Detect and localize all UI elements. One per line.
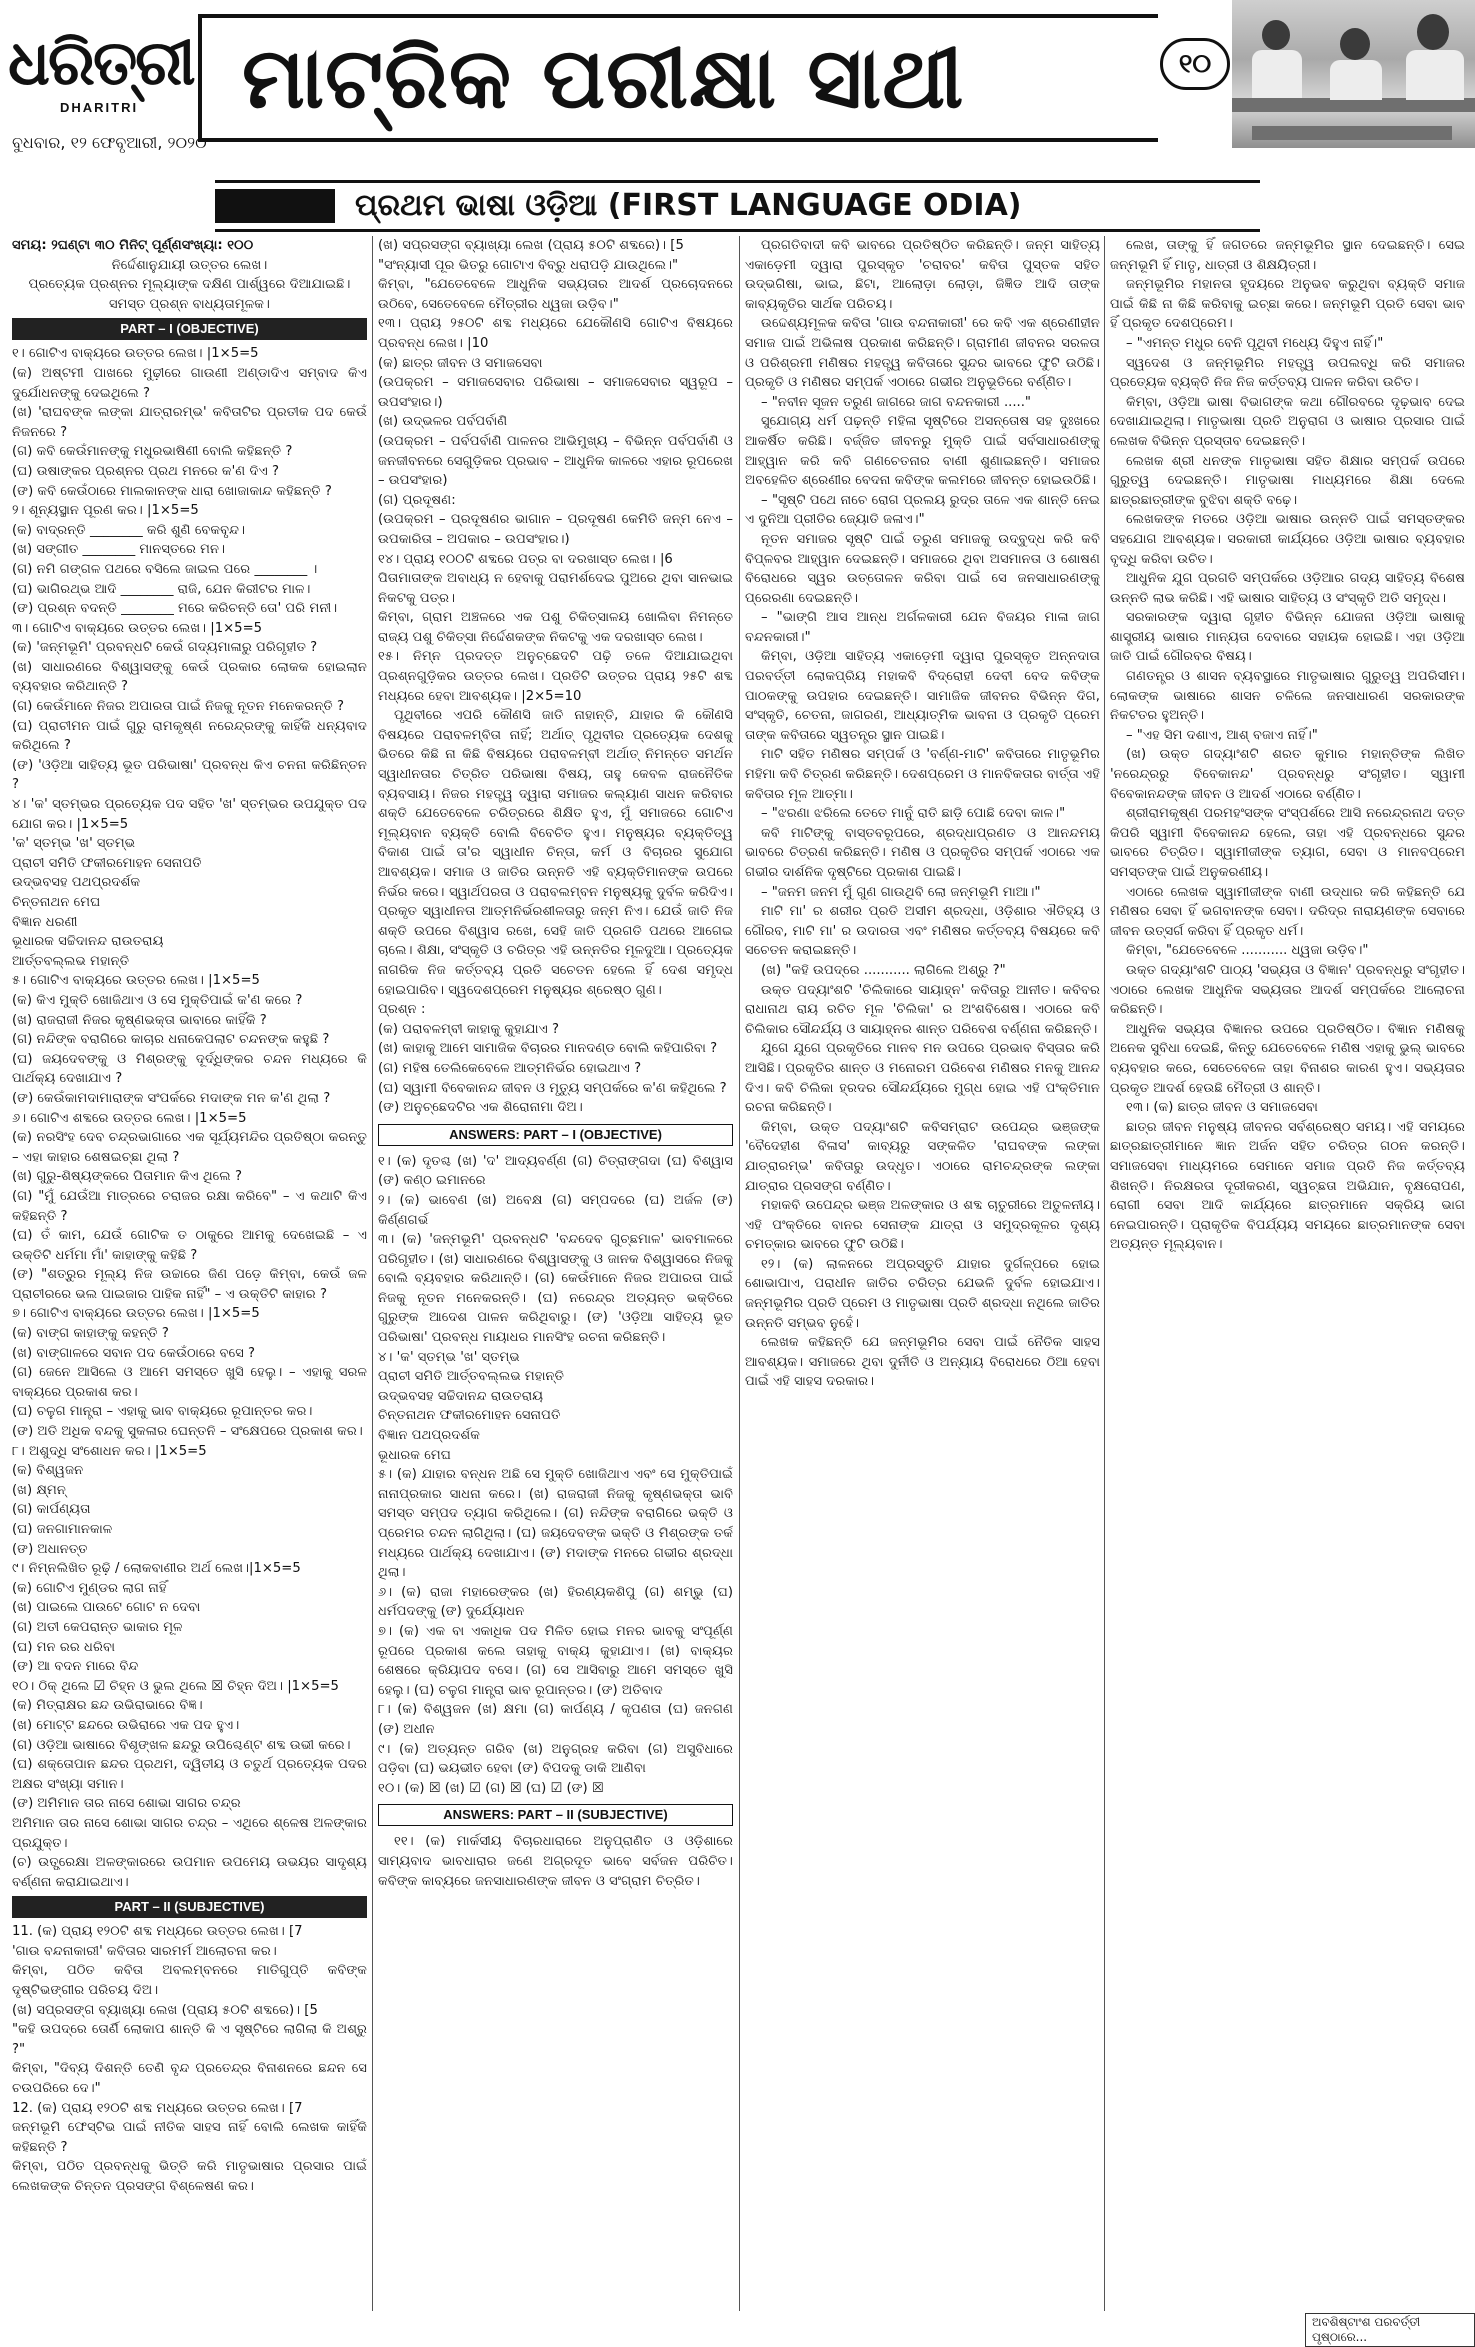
question-line: (ଖ) ସପ୍ରସଙ୍ଗ ବ୍ୟାଖ୍ୟା ଲେଖ (ପ୍ରାୟ ୫୦ଟି ଶବ୍ଦରେ)। [5: [378, 238, 684, 253]
passage-question: (କ) ପରାବଳମ୍ବୀ କାହାକୁ କୁହାଯାଏ ?: [378, 1021, 559, 1037]
subjective-questions: [12, 1922, 367, 2196]
column-divider: [1104, 236, 1105, 2311]
masthead: [0, 0, 1475, 165]
column-2: [378, 236, 733, 2311]
answer-line: ପ୍ରାଚୀ ସମିତି ଆର୍ତ୍ତବଲ୍ଲଭ ମହାନ୍ତି: [378, 1369, 564, 1385]
question-line: (ଖ) କ୍ଷ୍ମନ୍: [12, 1482, 66, 1498]
question-line: ୨। ଶୂନ୍ୟସ୍ଥାନ ପୂରଣ କର। |1×5=5: [12, 503, 199, 519]
answer-paragraph: (ଖ) "କହି ଉପଦ୍ରେ ........... ଲାଗିଲେ ଅଶ୍ରୁ ?": [761, 962, 1006, 978]
passage-question: (ଙ) ଅନୁଚ୍ଛେଦଟିର ଏକ ଶିରୋନାମା ଦିଅ।: [378, 1100, 583, 1116]
question-line: (ଗ) କବି କେଉଁମାନଙ୍କୁ ମଧୁରଭାଷିଣୀ ବୋଲି କହିଛନ୍ତି ?: [12, 444, 293, 460]
question-line: (କ) ଗୋଟିଏ ମୁଣ୍ଡର ଲାଗ ନାହିଁ: [12, 1580, 167, 1596]
question-line: କିମ୍ବା, ଗ୍ରାମ ଅଞ୍ଚଳରେ ଏକ ପଶୁ ଚିକିତ୍ସାଳୟ ଖୋଲିବା ନିମନ୍ତେ ରାଜ୍ୟ ପଶୁ ଚିକିତ୍ସା ନିର୍ଦ୍ଦେଶକଙ୍କ ନିକଟକୁ ଏକ ଦରଖାସ୍ତ ଲେଖ।: [378, 610, 733, 645]
answer-paragraph: ଗଣତନ୍ତ୍ର ଓ ଶାସନ ବ୍ୟବସ୍ଥାରେ ମାତୃଭାଷାର ଗୁରୁତ୍ୱ ଅପରିସୀମ। ଲୋକଙ୍କ ଭାଷାରେ ଶାସନ ଚଳିଲେ ଜନସାଧାରଣ ସରକାରଙ୍କ ନିକଟତର ହୁଅନ୍ତି।: [1110, 669, 1465, 724]
answer-line: ଭୂଧାରକ ମେଘ: [378, 1447, 451, 1463]
question-line: (ଉପକ୍ରମ – ପର୍ବପର୍ବାଣି ପାଳନର ଆଭିମୁଖ୍ୟ – ବିଭିନ୍ନ ପର୍ବପର୍ବାଣି ଓ ଜନଜୀବନରେ ସେଗୁଡ଼ିକର ପ୍ରଭାବ – ଆଧୁନିକ କାଳରେ ଏହାର ରୂପରେଖ – ଉପସଂହାର): [378, 433, 733, 489]
answer-paragraph: ଛାତ୍ର ଜୀବନ ମନୁଷ୍ୟ ଜୀବନର ସର୍ବଶ୍ରେଷ୍ଠ ସମୟ। ଏହି ସମୟରେ ଛାତ୍ରଛାତ୍ରୀମାନେ ଜ୍ଞାନ ଅର୍ଜନ ସହିତ ଚରିତ୍ର ଗଠନ କରନ୍ତି। ସମାଜସେବା ମାଧ୍ୟମରେ ସେମାନେ ସମାଜ ପ୍ରତି ନିଜ କର୍ତ୍ତବ୍ୟ ଶିଖନ୍ତି। ନିରକ୍ଷରତା ଦୂରୀକରଣ, ସ୍ୱଚ୍ଛତା ଅଭିଯାନ, ବୃକ୍ଷରୋପଣ, ରୋଗୀ ସେବା ଆଦି କାର୍ଯ୍ୟରେ ଛାତ୍ରମାନେ ସକ୍ରିୟ ଭାଗ ନେଇପାରନ୍ତି। ପ୍ରାକୃତିକ ବିପର୍ଯ୍ୟୟ ସମୟରେ ଛାତ୍ରମାନଙ୍କ ସେବା ଅତ୍ୟନ୍ତ ମୂଲ୍ୟବାନ।: [1110, 1119, 1465, 1253]
question-line: "କହି ଉପଦ୍ରେ ତୋର୍ଣି ଲୋକାପ ଶାନ୍ତି କି ଏ ସୃଷ୍ଟିରେ ଲାଗିଲା କି ଅଶ୍ରୁ ?": [12, 2022, 367, 2057]
question-line: ଉଦ୍ଭବସହ ପଥପ୍ରଦର୍ଶକ: [12, 875, 141, 891]
question-line: ୧୫। ନିମ୍ନ ପ୍ରଦତ୍ତ ଅନୁଚ୍ଛେଦଟି ପଢ଼ି ତଳେ ଦିଆଯାଇଥିବା ପ୍ରଶ୍ନଗୁଡ଼ିକର ଉତ୍ତର ଲେଖ। ପ୍ରତିଟି ଉତ୍ତର ପ୍ରାୟ ୨୫ଟି ଶବ୍ଦ ମଧ୍ୟରେ ହେବା ଆବଶ୍ୟକ। |2×5=10: [378, 649, 733, 704]
question-line: (କ) ମିତ୍ରାକ୍ଷର ଛନ୍ଦ ଉଭିରାଭାରେ ବିଜ୍ଞ।: [12, 1698, 203, 1714]
question-line: (ଖ) ବାଙ୍ଗାଳରେ ସବାନ ପଦ କେଉଁଠାରେ ବସେ ?: [12, 1345, 256, 1361]
answer-paragraph: – "ଭାଙ୍ଗି ଆସ ଆନ୍ଧ ଅର୍ଗଳକାରୀ ଯେନ ବିଜୟର ମାଳା ଜାଗ ବନ୍ଦନକାରୀ।": [745, 610, 1100, 645]
answer-paragraph: କିମ୍ବା, ଓଡ଼ିଆ ଭାଷା ବିଭାଗଙ୍କ କଥା ଗୌରବରେ ଦୃଢ଼ଭାବ ଦେଇ ଦେଖାଯାଇଥିଲା। ମାତୃଭାଷା ପ୍ରତି ଅନୁରାଗ ଓ ଭାଷାର ପ୍ରସାର ପାଇଁ ଲେଖକ ବିଭିନ୍ନ ପ୍ରସ୍ତାବ ଦେଇଛନ୍ତି।: [1110, 394, 1465, 449]
answer-line: ୪। 'କ' ସ୍ତମ୍ଭ 'ଖ' ସ୍ତମ୍ଭ: [378, 1349, 520, 1365]
answer-paragraph: ଲେଖକଙ୍କ ମତରେ ଓଡ଼ିଆ ଭାଷାର ଉନ୍ନତି ପାଇଁ ସମସ୍ତଙ୍କର ସହଯୋଗ ଆବଶ୍ୟକ। ସରକାରୀ କାର୍ଯ୍ୟରେ ଓଡ଼ିଆ ଭାଷାର ବ୍ୟବହାର ବୃଦ୍ଧି କରିବା ଉଚିତ।: [1110, 512, 1465, 567]
question-line: (ଘ) ତଁ କାମ, ଯେଉଁ ଗୋଟିକ ତ ଠାକୁରେ ଆମକୁ ଦେଖେଇଛି – ଏ ଉକ୍ତିଟି ଧର୍ମମା ମାଁ' କାହାଙ୍କୁ କହିଛି ?: [12, 1228, 367, 1263]
answer-line: ୧୧। (କ) ମାର୍କସୀୟ ବିଚାରଧାରାରେ ଅନୁପ୍ରାଣିତ ଓ ଓଡ଼ିଶାରେ ସାମ୍ୟବାଦ ଭାବଧାରାର ଜଣେ ଅଗ୍ରଦୂତ ଭାବେ ସର୍ବଜନ ପରିଚିତ। କବିଙ୍କ କାବ୍ୟରେ ଜନସାଧାରଣଙ୍କ ଜୀବନ ଓ ସଂଗ୍ରାମ ଚିତ୍ରିତ।: [378, 1834, 733, 1889]
question-line: ଅମିମାନ ତାର ନାସେ ଶୋଭା ସାଗର ଚନ୍ଦ୍ର – ଏଥିରେ ଶ୍ଳେଷ ଅଳଙ୍କାର ପ୍ରଯୁକ୍ତ।: [12, 1815, 367, 1851]
answer-paragraph: – "ସୃଷ୍ଟି ପଥେ ନାଚେ ରୋଗ ପ୍ରଲୟ ରୁଦ୍ର ତାଳେ ଏକ ଶାନ୍ତି ନେଇ ଏ ଦୁନିଆ ପ୍ରୀତିର ଜ୍ୟୋତି ଜଳାଏ।": [745, 492, 1100, 528]
question-line: (ଗ) ନମି ଗଙ୍ଗଳ ପଥରେ ବସିଲେ ଜାଇଲ ପରେ ________ ।: [12, 561, 318, 577]
answer-line: ଉଦ୍ଭବସହ ସଚ୍ଚିଦାନନ୍ଦ ରାଉତରାୟ: [378, 1388, 544, 1404]
question-line: (ଖ) ଗୁରୁ-ଶିଷ୍ୟଙ୍କରେ ପିତାମାନ କିଏ ଥିଲେ ?: [12, 1169, 242, 1185]
answer-paragraph: ଉକ୍ତ ପଦ୍ୟାଂଶଟି 'ଚିଲିକାରେ ସାୟାହ୍ନ' କବିତାରୁ ଆନୀତ। କବିବର ରାଧାନାଥ ରାୟ ରଚିତ ମୂଳ 'ଚିଲିକା' ର ଅଂଶବିଶେଷ। ଏଠାରେ କବି ଚିଲିକାର ସୌନ୍ଦର୍ଯ୍ୟ ଓ ସାୟାହ୍ନର ଶାନ୍ତ ପରିବେଶ ବର୍ଣ୍ଣନା କରିଛନ୍ତି।: [745, 982, 1100, 1037]
answer-paragraph: ମହାକବି ଉପେନ୍ଦ୍ର ଭଞ୍ଜ ଅଳଙ୍କାର ଓ ଶବ୍ଦ ଚାତୁରୀରେ ଅତୁଳନୀୟ। ଏହି ପଂକ୍ତିରେ ବାନର ସେନାଙ୍କ ଯାତ୍ରା ଓ ସମୁଦ୍ରକୂଳର ଦୃଶ୍ୟ ଚମତ୍କାର ଭାବରେ ଫୁଟି ଉଠିଛି।: [745, 1198, 1100, 1253]
question-line: (ଙ) ପ୍ରଶ୍ନ ବଦନ୍ତି ________ ମରେ କରିଚନ୍ତି ତୋ' ପରି ମନୀ।: [12, 601, 338, 617]
answer-paragraph: କିମ୍ବା, ଉକ୍ତ ପଦ୍ୟାଂଶଟି କବିସମ୍ରାଟ ଉପେନ୍ଦ୍ର ଭଞ୍ଜଙ୍କ 'ବୈଦେହୀଶ ବିଳାସ' କାବ୍ୟରୁ ସଙ୍କଳିତ 'ରାଘବଙ୍କ ଲଙ୍କା ଯାତ୍ରାରମ୍ଭ' କବିତାରୁ ଉଦ୍ଧୃତ। ଏଠାରେ ରାମଚନ୍ଦ୍ରଙ୍କ ଲଙ୍କା ଯାତ୍ରାର ପ୍ରସଙ୍ଗ ବର୍ଣ୍ଣିତ।: [745, 1119, 1100, 1194]
subject-title: ପ୍ରଥମ ଭାଷା ଓଡ଼ିଆ (FIRST LANGUAGE ODIA): [355, 188, 1022, 223]
passage-questions: [378, 1000, 733, 1118]
answer-paragraph: ଲେଖ, ତାଙ୍କୁ ହିଁ ଜଗତରେ ଜନ୍ମଭୂମିର ସ୍ଥାନ ଦେଇଛନ୍ତି। ସେଇ ଜନ୍ମଭୂମି ହିଁ ମାତୃ, ଧାତ୍ରୀ ଓ ଶିକ୍ଷୟିତ୍ରୀ।: [1110, 238, 1465, 273]
answer-paragraph: ୧୩। (କ) ଛାତ୍ର ଜୀବନ ଓ ସମାଜସେବା: [1126, 1100, 1318, 1116]
question-line: (କ) ଅଷ୍ଟମୀ ପାଖରେ ମୁଢ଼ୀରେ ଗାଉଣୀ ଅଣ୍ଡାଦିଏ ସମ୍ବାଦ କିଏ ଦୁର୍ଯୋଧନଙ୍କୁ ଦେଇଥିଲେ ?: [12, 365, 367, 401]
question-line: ୧୦। ଠିକ୍ ଥିଲେ ☑ ଚିହ୍ନ ଓ ଭୁଲ ଥିଲେ ☒ ଚିହ୍ନ ଦିଅ। |1×5=5: [12, 1678, 339, 1694]
answer-text-col3: [745, 236, 1100, 1392]
passage-question: (ଗ) ମହିଷ ତେଲିକେବେଳେ ଆତ୍ମନିର୍ଭର ହୋଇଥାଏ ?: [378, 1060, 642, 1076]
question-line: (ଙ) ଅମିମାନ ତାର ନାସେ ଶୋଭା ସାଗର ଚନ୍ଦ୍ର: [12, 1796, 241, 1812]
question-line: (କ) ବାଦ୍ରନ୍ତି ________ କରି ଶୁଣି ବେକବୃନ୍ଦ।: [12, 522, 246, 538]
column-3: [745, 236, 1100, 2311]
question-line: ୭। ଗୋଟିଏ ବାକ୍ୟରେ ଉତ୍ତର ଲେଖ। |1×5=5: [12, 1306, 260, 1322]
question-line: (ଙ) "ଶତ୍ରୁର ମୂଲ୍ୟ ନିଜ ଉଚ୍ଚାରେ ଜିଣ ପଡ଼େ କିମ୍ବା, କେଉଁ ଜଳ ପ୍ରାଚୀରରେ ଭଲ ପାଇଜାର ପାହିକ ନାହିଁ" – ଏ ଉକ୍ତିଟି କାହାର ?: [12, 1267, 367, 1302]
objective-questions: [12, 344, 367, 1892]
answers-part2: [378, 1832, 733, 1891]
answer-paragraph: ଲେଖକ କହିଛନ୍ତି ଯେ ଜନ୍ମଭୂମିର ସେବା ପାଇଁ ନୈତିକ ସାହସ ଆବଶ୍ୟକ। ସମାଜରେ ଥିବା ଦୁର୍ନୀତି ଓ ଅନ୍ୟାୟ ବିରୋଧରେ ଠିଆ ହେବା ପାଇଁ ଏହି ସାହସ ଦରକାର।: [745, 1335, 1100, 1390]
question-line: (ଖ) ପାଇଲେ ପାଉଟେ ଗୋଟ ନ ଦେବା: [12, 1600, 201, 1616]
answer-paragraph: ସରକାରଙ୍କ ଦ୍ୱାରା ଗୃହୀତ ବିଭିନ୍ନ ଯୋଜନା ଓଡ଼ିଆ ଭାଷାକୁ ଶାସ୍ତ୍ରୀୟ ଭାଷାର ମାନ୍ୟତା ଦେବାରେ ସହାୟକ ହୋଇଛି। ଏହା ଓଡ଼ିଆ ଜାତି ପାଇଁ ଗୌରବର ବିଷୟ।: [1110, 610, 1465, 665]
passage-question: ପ୍ରଶ୍ନ :: [378, 1002, 426, 1018]
answer-line: ୧୦। (କ) ☒ (ଖ) ☑ (ଗ) ☒ (ଘ) ☑ (ଙ) ☒: [378, 1780, 604, 1796]
question-line: କିମ୍ବା, ପଠିତ କବିତା ଅବଲମ୍ବନରେ ମାତିଗୁପ୍ତି କବିଙ୍କ ଦୃଷ୍ଟିଭଙ୍ଗୀର ପରିଚୟ ଦିଅ।: [12, 1963, 367, 1999]
answer-line: ୫। (କ) ଯାହାର ବନ୍ଧନ ଅଛି ସେ ମୁକ୍ତି ଖୋଜିଥାଏ ଏବଂ ସେ ମୁକ୍ତିପାଇଁ ନାନାପ୍ରକାର ସାଧନା କରେ। (ଖ) ରାଜରାଜୀ ନିଜକୁ କୃଷ୍ଣଭକ୍ତା ଭାବି ସମସ୍ତ ସମ୍ପଦ ତ୍ୟାଗ କରିଥିଲେ। (ଗ) ନନ୍ଦିଙ୍କ ବରାଗିରେ ଭକ୍ତି ଓ ପ୍ରେମର ଚନ୍ଦନ ଲାଗିଥିଲା। (ଘ) ଜୟଦେବଙ୍କ ଭକ୍ତି ଓ ମିଶ୍ରଙ୍କ ତର୍କ ମଧ୍ୟରେ ପାର୍ଥକ୍ୟ ଦେଖାଯାଏ। (ଙ) ମଦାଙ୍କ ମନରେ ଗଭୀର ଶ୍ରଦ୍ଧା ଥିଲା।: [378, 1467, 733, 1581]
logo-subtitle: DHARITRI: [60, 100, 139, 115]
question-line: (ଖ) ସପ୍ରସଙ୍ଗ ବ୍ୟାଖ୍ୟା ଲେଖ (ପ୍ରାୟ ୫୦ଟି ଶବ୍ଦରେ)। [5: [12, 2002, 318, 2018]
question-line: (ଗ) କେଉଁମାନେ ନିଜର ଅପାରତା ପାଇଁ ନିଜକୁ ନୂତନ ମନେକରନ୍ତି ?: [12, 699, 344, 715]
answer-line: ୩। (କ) 'ଜନ୍ମଭୂମି' ପ୍ରବନ୍ଧଟି 'ବନ୍ଦଦେବ ଗୁଚ୍ଛମାଳ' ଭାବମାଳରେ ପରିଗୃହୀତ। (ଖ) ସାଧାରଣରେ ବିଶ୍ୱାସଙ୍କୁ ଓ ଜାନକ ବିଶ୍ୱାସରେ ନିଜକୁ ବୋଲି ବ୍ୟବହାର କରିଥାନ୍ତି। (ଗ) କେଉଁମାନେ ନିଜର ଅପାରତା ପାଇଁ ନିଜକୁ ନୂତନ ମନେକରନ୍ତି। (ଘ) ନରେନ୍ଦ୍ର ଅତ୍ୟନ୍ତ ଭକ୍ତିରେ ଗୁରୁଙ୍କ ଆଦେଶ ପାଳନ କରିଥିବାରୁ। (ଙ) 'ଓଡ଼ିଆ ସାହିତ୍ୟ ଭୂତ ପରିଭାଷା' ପ୍ରବନ୍ଧ ମାୟାଧର ମାନସିଂହ ରଚନା କରିଛନ୍ତି।: [378, 1232, 733, 1346]
continued-note: ଅବଶିଷ୍ଟାଂଶ ପରବର୍ତ୍ତୀ ପୃଷ୍ଠାରେ...: [1305, 2313, 1475, 2347]
answer-paragraph: ପ୍ରଗତିବାଦୀ କବି ଭାବରେ ପ୍ରତିଷ୍ଠିତ କରିଛନ୍ତି। ଜନ୍ମ ସାହିତ୍ୟ ଏକାଡ଼େମୀ ଦ୍ୱାରା ପୁରସ୍କୃତ 'ଚରାବର' କବିତା ପୁସ୍ତକ ସହିତ ଉଦ୍ଭଗିଷା, ଭାଇ, ଛିଟା, ଆଲୋଡ଼ା ଲୋଡ଼ା, ଜିଜ୍ଞିଡ ଆଦି ତାଙ୍କ କାବ୍ୟକୃତିର ସାର୍ଥକ ପରିଚୟ।: [745, 238, 1100, 312]
question-line: (ଘ) ଶକ୍ତୋପାନ ଛନ୍ଦର ପ୍ରଥମ, ଦ୍ୱିତୀୟ ଓ ଚତୁର୍ଥ ପ୍ରତ୍ୟେକ ପଦର ଅକ୍ଷର ସଂଖ୍ୟା ସମାନ।: [12, 1757, 367, 1792]
question-line: (ଉପକ୍ରମ – ସମାଜସେବାର ପରିଭାଷା – ସମାଜସେବାର ସ୍ୱରୂପ – ଉପସଂହାର।): [378, 375, 733, 410]
instruction-line: ସମସ୍ତ ପ୍ରଶ୍ନ ବାଧ୍ୟତାମୂଳକ।: [109, 296, 270, 312]
question-line: (ଙ) କେଉଁକାମଦାମାରାଙ୍କ ସଂପର୍କରେ ମଦାଙ୍କ ମନ କ'ଣ ଥିଲା ?: [12, 1090, 331, 1106]
question-line: (ଖ) ସଙ୍ଗୀତ ________ ମାନସ୍ତରେ ମନ।: [12, 542, 226, 558]
passage-question: (ଘ) ସ୍ୱାମୀ ବିବେକାନନ୍ଦ ଜୀବନ ଓ ମୃତ୍ୟୁ ସମ୍ପର୍କରେ କ'ଣ କହିଥିଲେ ?: [378, 1080, 727, 1096]
answer-paragraph: – "ଝରଣା ଝରିଲେ ତେତେ ମାନୁଁ ରାତି ଛାଡ଼ି ପୋଛି ଦେବା କାଳ।": [761, 806, 1066, 822]
question-line: (ଉପକ୍ରମ – ପ୍ରଦୂଷଣର ଭାଗାନ – ପ୍ରଦୂଷଣ କେମିତି ଜନ୍ମ ନେଏ – ଉପକାରିତା – ଅପକାର – ଉପସଂହାର।): [378, 512, 733, 547]
question-line: (ଘ) ପ୍ରାଚୀମନ ପାଇଁ ଗୁରୁ ରାମକୃଷ୍ଣ ନରେନ୍ଦ୍ରଙ୍କୁ କାହିଁକି ଧନ୍ୟବାଦ କରିଥିଲେ ?: [12, 718, 367, 754]
answer-paragraph: ଜନ୍ମଭୂମିର ମହାନତା ହୃଦୟରେ ଅନୁଭବ କରୁଥିବା ବ୍ୟକ୍ତି ସମାଜ ପାଇଁ କିଛି ନା କିଛି କରିବାକୁ ଇଚ୍ଛା କରେ। ଜନ୍ମଭୂମି ପ୍ରତି ସେବା ଭାବ ହିଁ ପ୍ରକୃତ ଦେଶପ୍ରେମ।: [1110, 277, 1465, 332]
question-line: ଚିନ୍ତନାଥନ ମେଘ: [12, 895, 101, 910]
part1-header: PART – I (OBJECTIVE): [12, 318, 367, 340]
answer-paragraph: ନୂତନ ସମାଜର ସୃଷ୍ଟି ପାଇଁ ତରୁଣ ସମାଜକୁ ଉଦ୍ବୁଦ୍ଧ କରି କବି ବିପ୍ଳବର ଆହ୍ୱାନ ଦେଇଛନ୍ତି। ସମାଜରେ ଥିବା ଅସମାନତା ଓ ଶୋଷଣ ବିରୋଧରେ ସ୍ୱର ଉତ୍ତୋଳନ କରିବା ପାଇଁ ସେ ଜନସାଧାରଣଙ୍କୁ ପ୍ରେରଣା ଦେଇଛନ୍ତି।: [745, 531, 1100, 606]
page-number-badge: ୧୦: [1160, 38, 1230, 90]
answer-paragraph: ମାଟି ସହିତ ମଣିଷର ସମ୍ପର୍କ ଓ 'ବର୍ଣ୍ଣ-ମାଟି' କବିତାରେ ମାତୃଭୂମିର ମହିମା କବି ଚିତ୍ରଣ କରିଛନ୍ତି। ଦେଶପ୍ରେମ ଓ ମାନବିକତାର ବାର୍ତ୍ତା ଏହି କବିତାର ମୂଳ ଆତ୍ମା।: [745, 747, 1100, 802]
essay-letter-questions: [378, 236, 733, 706]
answer-paragraph: – "ଏମନ୍ତ ମଧୁର ବେନି ପୃଥିବୀ ମଧ୍ୟେ ଦିହୁଏ ନାହିଁ।": [1126, 335, 1384, 351]
answer-line: ୭। (କ) ଏକ ବା ଏକାଧିକ ପଦ ମିଳିତ ହୋଇ ମନର ଭାବକୁ ସଂପୂର୍ଣ୍ଣ ରୂପରେ ପ୍ରକାଶ କଲେ ତାହାକୁ ବାକ୍ୟ କୁହାଯାଏ। (ଖ) ବାକ୍ୟର ଶେଷରେ କ୍ରିୟାପଦ ବସେ। (ଗ) ସେ ଆସିବାରୁ ଆମେ ସମସ୍ତେ ଖୁସି ହେଲୁ। (ଘ) ଚଳୁଗ ମାନ୍ତ୍ରା ଭାବ ରୂପାନ୍ତର। (ଙ) ଅତିବାଦ: [378, 1623, 733, 1698]
answer-paragraph: ଲେଖକ ଶ୍ରୀ ଧନଙ୍କ ମାତୃଭାଷା ସହିତ ଶିକ୍ଷାର ସମ୍ପର୍କ ଉପରେ ଗୁରୁତ୍ୱ ଦେଇଛନ୍ତି। ମାତୃଭାଷା ମାଧ୍ୟମରେ ଶିକ୍ଷା ଦେଲେ ଛାତ୍ରଛାତ୍ରୀଙ୍କ ବୁଝିବା ଶକ୍ତି ବଢ଼େ।: [1110, 453, 1465, 508]
title-box: [198, 14, 1158, 142]
question-line: 12. (କ) ପ୍ରାୟ ୧୨୦ଟି ଶବ୍ଦ ମଧ୍ୟରେ ଉତ୍ତର ଲେଖ। [7: [12, 2100, 303, 2116]
students-exam-photo: [1232, 0, 1475, 148]
issue-date: ବୁଧବାର, ୧୨ ଫେବୃଆରୀ, ୨୦୨୦: [12, 133, 207, 152]
question-line: ୩। ଗୋଟିଏ ବାକ୍ୟରେ ଉତ୍ତର ଲେଖ। |1×5=5: [12, 620, 263, 636]
question-line: (ଙ) ଆ ବଦନ ମାରେ ବିନ୍ଦ: [12, 1659, 139, 1675]
answer-line: ୮। (କ) ବିଶ୍ୱଜନ (ଖ) କ୍ଷମା (ଗ) କାର୍ପଣ୍ୟ / କୃପଣତା (ଘ) ଜନଗଣ (ଙ) ଅଧୀନ: [378, 1702, 733, 1737]
answer-line: ୨। (କ) ଭାବେଣ (ଖ) ଅବେକ୍ଷ (ଗ) ସମ୍ପଦରେ (ଘ) ଅର୍ଜଳ (ଙ) କିର୍ଣ୍ଣଗର୍ଭ: [378, 1192, 733, 1228]
question-line: "ସଂନ୍ୟାସୀ ପୂର ଭିତରୁ ଗୋଟାଏ ବିବ୍ରୁ ଧରାପଡ଼ି ଯାଉଥିଲେ।": [378, 257, 679, 273]
answer-paragraph: କିମ୍ବା, "ଯେତେବେଳେ ........... ଧ୍ୱଜା ଉଡ଼ିବ।": [1126, 943, 1369, 959]
question-line: (କ) ଛାତ୍ର ଜୀବନ ଓ ସମାଜସେବା: [378, 355, 543, 371]
answer-line: ବିଜ୍ଞାନ ପଥପ୍ରଦର୍ଶକ: [378, 1428, 480, 1444]
answer-paragraph: କବି ମାଟିଙ୍କୁ ବାସ୍ତବରୂପରେ, ଶ୍ରଦ୍ଧାପ୍ରଣତ ଓ ଆନନ୍ଦମୟ ଭାବରେ ଚିତ୍ରଣ କରିଛନ୍ତି। ମଣିଷ ଓ ପ୍ରକୃତିର ସମ୍ପର୍କ ଏଠାରେ ଏକ ଗଭୀର ଦାର୍ଶନିକ ଦୃଷ୍ଟିରେ ପ୍ରକାଶ ପାଇଛି।: [745, 825, 1100, 880]
question-line: 11. (କ) ପ୍ରାୟ ୧୨୦ଟି ଶବ୍ଦ ମଧ୍ୟରେ ଉତ୍ତର ଲେଖ। [7: [12, 1924, 303, 1940]
question-line: ଜନ୍ମଭୂମି ଫେସ୍ଟିଭ ପାଇଁ ନୀତିକ ସାହସ ନାହିଁ ବୋଲି ଲେଖକ କାହିଁକି କହିଛନ୍ତି ?: [12, 2120, 367, 2155]
subject-banner: [215, 180, 1260, 232]
question-line: (କ) ବିଶ୍ୱଜନ: [12, 1463, 84, 1479]
question-line: (ଚ) ଉତ୍ପ୍ରେକ୍ଷା ଅଳଙ୍କାରରେ ଉପମାନ ଉପମେୟ ଉଭୟର ସାଦୃଶ୍ୟ ବର୍ଣ୍ଣନା କରାଯାଇଥାଏ।: [12, 1855, 367, 1890]
question-line: (ଘ) ଭାଗିରଥ୍ଭ ଆଦି ________ ରାଜି, ଯେନ କିରୀଟର ମାଳ।: [12, 581, 311, 597]
question-line: (ଖ) ମୋଟ୍ଟ ଛନ୍ଦରେ ଉଭିରାରେ ଏକ ପଦ ହୁଏ।: [12, 1717, 240, 1733]
question-line: କିମ୍ବା, ପଠିତ ପ୍ରବନ୍ଧକୁ ଭିତ୍ତି କରି ମାତୃଭାଷାର ପ୍ରସାର ପାଇଁ ଲେଖକଙ୍କ ଚିନ୍ତନ ପ୍ରସଙ୍ଗ ବିଶ୍ଳେଷଣ କର।: [12, 2159, 367, 2194]
answers-part1-header: ANSWERS: PART – I (OBJECTIVE): [378, 1124, 733, 1146]
question-line: (ଗ) ଓଡ଼ିଆ ଭାଷାରେ ବିଶୃଙ୍ଖଳ ଛନ୍ଦରୁ ଉପିଶ୍ଚେଣ୍ଟ ଶବ୍ଦ ଉଭୀ କରେ।: [12, 1737, 351, 1753]
question-line: (ଖ) ଉଦ୍ଭଳର ପର୍ବପର୍ବାଣି: [378, 414, 508, 430]
question-line: (ଖ) ରାଜରାଜୀ ନିଜର କୃଷ୍ଣଭକ୍ତା ଭାବାରେ କାହିଁକି ?: [12, 1012, 267, 1028]
question-line: (ଘ) ଜୟଦେବଙ୍କୁ ଓ ମିଶ୍ରଙ୍କୁ ଦୂର୍ଦ୍ଧିଙ୍କର ଚନ୍ଦନ ମଧ୍ୟରେ କି ପାର୍ଥକ୍ୟ ଦେଖାଯାଏ ?: [12, 1051, 367, 1087]
answer-paragraph: ସୁଯୋଗ୍ୟ ଧର୍ମ ପଢ଼ନ୍ତି ମହିଳା ସୃଷ୍ଟିରେ ଅସନ୍ତୋଷ ସହ ଦୁଃଖରେ ଆକର୍ଷିତ କରିଛି। ବର୍ଜ୍ଜିତ ଜୀବନରୁ ମୁକ୍ତି ପାଇଁ ସର୍ବସାଧାରଣଙ୍କୁ ଆହ୍ୱାନ କରି କବି ଗଣଚେତନାର ବାଣୀ ଶୁଣାଇଛନ୍ତି। ସମାଜର ଅବହେଳିତ ଶ୍ରେଣୀର ବେଦନା କବିଙ୍କ କଲମରେ ଜୀବନ୍ତ ହୋଇଉଠିଛି।: [745, 414, 1100, 489]
question-line: (କ) 'ଜନ୍ମଭୂମି' ପ୍ରବନ୍ଧଟି କେଉଁ ଗଦ୍ୟମାଳାରୁ ପରିଗୃହୀତ ?: [12, 640, 318, 656]
answer-paragraph: ଉଦ୍ଦେଶ୍ୟମୂଳକ କବିତା 'ଗାଉ ବନ୍ଦନାକାରୀ' ରେ କବି ଏକ ଶ୍ରେଣୀହୀନ ସମାଜ ପାଇଁ ଅଭିଳାଷ ପ୍ରକାଶ କରିଛନ୍ତି। ଗ୍ରାମୀଣ ଜୀବନର ସରଳତା ଓ ପରିଶ୍ରମୀ ମଣିଷର ମହତ୍ତ୍ୱ କବିତାରେ ସୁନ୍ଦର ଭାବରେ ଫୁଟି ଉଠିଛି। ପ୍ରକୃତି ଓ ମଣିଷର ସମ୍ପର୍କ ଏଠାରେ ଗଭୀର ଅନୁଭୂତିରେ ବର୍ଣ୍ଣିତ।: [745, 316, 1100, 391]
answers-part2-header: ANSWERS: PART – II (SUBJECTIVE): [378, 1804, 733, 1826]
answer-paragraph: (ଖ) ଉକ୍ତ ଗଦ୍ୟାଂଶଟି ଶରତ କୁମାର ମହାନ୍ତିଙ୍କ ଲିଖିତ 'ନରେନ୍ଦ୍ରରୁ ବିବେକାନନ୍ଦ' ପ୍ରବନ୍ଧରୁ ସଂଗୃହୀତ। ସ୍ୱାମୀ ବିବେକାନନ୍ଦଙ୍କ ଜୀବନ ଓ ଆଦର୍ଶ ଏଠାରେ ବର୍ଣ୍ଣିତ।: [1110, 747, 1465, 802]
answer-paragraph: – "ନବୀନ ସୂଜନ ତରୁଣ ଜାଗରେ ଜାଗ ବନ୍ଦନକାରୀ .....": [761, 394, 1031, 410]
question-line: 'କ' ସ୍ତମ୍ଭ 'ଖ' ସ୍ତମ୍ଭ: [12, 836, 136, 852]
question-line: (ଙ) ଅଧାନତ୍ତ: [12, 1541, 88, 1557]
column-1: [12, 236, 367, 2311]
question-line: (ଗ) ଜେନେ ଆସିଲେ ଓ ଆମେ ସମସ୍ତେ ଖୁସି ହେଲୁ। – ଏହାକୁ ସରଳ ବାକ୍ୟରେ ପ୍ରକାଶ କର।: [12, 1365, 367, 1400]
question-line: 'ଗାଉ ବନ୍ଦନାକାରୀ' କବିତାର ସାରମର୍ମ ଆଲୋଚନା କର।: [12, 1943, 277, 1959]
answer-paragraph: ଯୁଗେ ଯୁଗେ ପ୍ରକୃତିରେ ମାନବ ମନ ଉପରେ ପ୍ରଭାବ ବିସ୍ତାର କରି ଆସିଛି। ପ୍ରକୃତିର ଶାନ୍ତ ଓ ମନୋରମ ପରିବେଶ ମଣିଷର ମନକୁ ଆନନ୍ଦ ଦିଏ। କବି ଚିଲିକା ହ୍ରଦର ସୌନ୍ଦର୍ଯ୍ୟରେ ମୁଗ୍ଧ ହୋଇ ଏହି ପଂକ୍ତିମାନ ରଚନା କରିଛନ୍ତି।: [745, 1041, 1100, 1116]
question-line: ବିଜ୍ଞାନ ଧରଣୀ: [12, 914, 78, 930]
part2-header: PART – II (SUBJECTIVE): [12, 1896, 367, 1918]
question-line: ପ୍ରାଚୀ ସମିତି ଫକୀରମୋହନ ସେନାପତି: [12, 855, 202, 871]
question-line: ୧। ଗୋଟିଏ ବାକ୍ୟରେ ଉତ୍ତର ଲେଖ। |1×5=5: [12, 346, 259, 362]
answer-line: ୯। (କ) ଅତ୍ୟନ୍ତ ଗରିବ (ଖ) ଅନୁଗ୍ରହ କରିବା (ଗ) ଅସୁବିଧାରେ ପଡ଼ିବା (ଘ) ଭୟଭୀତ ହେବା (ଙ) ବିପଦକୁ ଡାକି ଆଣିବା: [378, 1741, 733, 1777]
question-line: ୪। 'କ' ସ୍ତମ୍ଭର ପ୍ରତ୍ୟେକ ପଦ ସହିତ 'ଖ' ସ୍ତମ୍ଭର ଉପଯୁକ୍ତ ପଦ ଯୋଗ କର। |1×5=5: [12, 797, 367, 832]
question-line: (ଗ) "ମୁଁ ଯେଉଁଆ ମାତ୍ରରେ ଚରାଜର ରକ୍ଷା କରିବେ" – ଏ କଥାଟି କିଏ କହିଛନ୍ତି ?: [12, 1188, 367, 1224]
question-line: ୯। ନିମ୍ନଲିଖିତ ରୂଢ଼ି / ଲୋକବାଣୀର ଅର୍ଥ ଲେଖ।|1×5=5: [12, 1561, 301, 1577]
answer-paragraph: ମାଟି ମା' ର ଶରୀର ପ୍ରତି ଅସୀମ ଶ୍ରଦ୍ଧା, ଓଡ଼ିଶାର ଐତିହ୍ୟ ଓ ଗୌରବ, ମାଟି ମା' ର ଉଦାରତା ଏବଂ ମଣିଷର କର୍ତ୍ତବ୍ୟ ବିଷୟରେ କବି ସଚେତନ କରାଇଛନ୍ତି।: [745, 904, 1100, 959]
column-divider: [372, 236, 373, 2311]
question-line: ୧୩। ପ୍ରାୟ ୨୫୦ଟି ଶବ୍ଦ ମଧ୍ୟରେ ଯେକୌଣସି ଗୋଟିଏ ବିଷୟରେ ପ୍ରବନ୍ଧ ଲେଖ। |10: [378, 316, 733, 351]
question-line: (ଘ) ଉଷାଙ୍କର ପ୍ରଶ୍ନର ପ୍ରଥ ମନରେ କ'ଣ ଦିଏ ?: [12, 463, 279, 479]
question-line: (ଙ) କବି କେଉଁଠାରେ ମାଲକାନଙ୍କ ଧାରା ଖୋଜାକାନ୍ଦ କହିଛନ୍ତି ?: [12, 483, 332, 499]
answer-paragraph: – "ଏହ ସିମ ଦଶାଏ, ଆଶ୍ ବଜାଏ ନାହିଁ।": [1126, 727, 1318, 743]
question-line: (କ) ବାଙ୍ଗ କାହାଙ୍କୁ କହନ୍ତି ?: [12, 1326, 169, 1342]
answer-line: ୬। (କ) ରାଜା ମହାରେଙ୍କର (ଖ) ହିରଣ୍ୟକଶିପୁ (ଗ) ଶମ୍ଭୁ (ଘ) ଧର୍ମପଦଙ୍କୁ (ଙ) ଦୁର୍ଯ୍ୟୋଧନ: [378, 1584, 733, 1620]
question-line: ୧୪। ପ୍ରାୟ ୧୦୦ଟି ଶବ୍ଦରେ ପତ୍ର ବା ଦରଖାସ୍ତ ଲେଖ। |6: [378, 551, 673, 567]
answer-paragraph: – "ଜନମ ଜନମ ମୁଁ ଗୁଣ ଗାଉଥିବି ଲୋ ଜନ୍ମଭୂମି ମାଆ।": [761, 884, 1041, 900]
page-title: ମାଟ୍ରିକ ପରୀକ୍ଷା ସାଥୀ: [242, 29, 965, 127]
question-line: (ଖ) ସାଧାରଣରେ ବିଶ୍ୱାସଙ୍କୁ କେଉଁ ପ୍ରକାର ଲୋକକ ହୋଇଲାନ ବ୍ୟବହାର କରିଥାନ୍ତି ?: [12, 659, 367, 695]
question-line: ପିତାମାତାଙ୍କ ଅବାଧ୍ୟ ନ ହେବାକୁ ପରାମର୍ଶଦେଇ ପୁଅରେ ଥିବା ସାନଭାଇ ନିକଟକୁ ପତ୍ର।: [378, 571, 733, 606]
question-line: (ଗ) କାର୍ପଣ୍ୟତା: [12, 1502, 91, 1518]
question-line: କିମ୍ବା, "ଯେତେବେଳେ ଆଧୁନିକ ସଭ୍ୟତାର ଆଦର୍ଶ ପ୍ରଚୋଦନରେ ଉଠିବେ, ସେତେବେଳେ ମୈତ୍ରୀର ଧ୍ୱଜା ଉଡ଼ିବ।": [378, 277, 733, 312]
question-line: (ଘ) ମନ ରର ଧରିବା: [12, 1639, 115, 1655]
passage-question: (ଖ) କାହାକୁ ଆମେ ସାମାଜିକ ବିଚାରର ମାନଦଣ୍ଡ ବୋଲି କହିପାରିବା ?: [378, 1041, 718, 1057]
question-line: ୫। ଗୋଟିଏ ବାକ୍ୟରେ ଉତ୍ତର ଲେଖ। |1×5=5: [12, 973, 260, 989]
question-line: ୮। ଅଶୁଦ୍ଧି ସଂଶୋଧନ କର। |1×5=5: [12, 1443, 207, 1459]
question-line: (ଗ) ଅତୀ କେପରାନ୍ତ ଭାକାର ମୂଳ: [12, 1619, 183, 1635]
question-line: (ଙ) ଅତି ଅଧିକ ବନ୍ଦକୁ ସୁକଳାର ଘେନ୍ତନି – ସଂକ୍ଷେପରେ ପ୍ରକାଶ କର।: [12, 1424, 363, 1440]
question-line: (କ) କିଏ ମୁକ୍ତି ଖୋଜିଥାଏ ଓ ସେ ମୁକ୍ତିପାଇଁ କ'ଣ କରେ ?: [12, 992, 303, 1008]
instructions: [12, 256, 367, 315]
banner-block: [215, 189, 335, 223]
answer-paragraph: ଆଧୁନିକ ସଭ୍ୟତା ବିଜ୍ଞାନର ଉପରେ ପ୍ରତିଷ୍ଠିତ। ବିଜ୍ଞାନ ମଣିଷକୁ ଅନେକ ସୁବିଧା ଦେଇଛି, କିନ୍ତୁ ଯେତେବେଳେ ମଣିଷ ଏହାକୁ ଭୁଲ୍ ଭାବରେ ବ୍ୟବହାର କରେ, ସେତେବେଳେ ତାହା ବିନାଶର କାରଣ ହୁଏ। ସଭ୍ୟତାର ପ୍ରକୃତ ଆଦର୍ଶ ହେଉଛି ମୈତ୍ରୀ ଓ ଶାନ୍ତି।: [1110, 1021, 1465, 1096]
answer-paragraph: ସ୍ୱଦେଶ ଓ ଜନ୍ମଭୂମିର ମହତ୍ତ୍ୱ ଉପଲବ୍ଧି କରି ସମାଜର ପ୍ରତ୍ୟେକ ବ୍ୟକ୍ତି ନିଜ ନିଜ କର୍ତ୍ତବ୍ୟ ପାଳନ କରିବା ଉଚିତ।: [1110, 355, 1465, 391]
answer-paragraph: ୧୨। (କ) ଲାଳନରେ ଅପ୍ରସ୍ତୁତି ଯାହାର ଦୁର୍ଗଳ୍ପରେ ହୋଇ ଶୋଭାପାଏ, ପରାଧୀନ ଜାତିର ଚରିତ୍ର ଯେଭଳି ଦୁର୍ବଳ ହୋଇଯାଏ। ଜନ୍ମଭୂମିର ପ୍ରତି ପ୍ରେମ ଓ ମାତୃଭାଷା ପ୍ରତି ଶ୍ରଦ୍ଧା ନଥିଲେ ଜାତିର ଉନ୍ନତି ସମ୍ଭବ ନୁହେଁ।: [745, 1256, 1100, 1331]
question-line: ଭୂଧାରକ ସଚ୍ଚିଦାନନ୍ଦ ରାଉତରାୟ: [12, 934, 164, 950]
answer-paragraph: ଶ୍ରୀରାମକୃଷ୍ଣ ପରମହଂସଙ୍କ ସଂସ୍ପର୍ଶରେ ଆସି ନରେନ୍ଦ୍ରନାଥ ଦତ୍ତ କିପରି ସ୍ୱାମୀ ବିବେକାନନ୍ଦ ହେଲେ, ତାହା ଏହି ପ୍ରବନ୍ଧରେ ସୁନ୍ଦର ଭାବରେ ଚିତ୍ରିତ। ସ୍ୱାମୀଜୀଙ୍କ ତ୍ୟାଗ, ସେବା ଓ ମାନବପ୍ରେମ ସମସ୍ତଙ୍କ ପାଇଁ ଅନୁକରଣୀୟ।: [1110, 806, 1465, 880]
question-line: (ଗ) ନନ୍ଦିଙ୍କ ବରାଗିରେ କାଚାର ଧନାକେପଲାଟ ଚନ୍ଦନଙ୍କ କହୁଛି ?: [12, 1032, 330, 1048]
instruction-line: ପ୍ରତ୍ୟେକ ପ୍ରଶ୍ନର ମୂଲ୍ୟାଙ୍କ ଦକ୍ଷିଣ ପାର୍ଶ୍ୱରେ ଦିଆଯାଇଛି।: [28, 277, 351, 293]
question-line: ୬। ଗୋଟିଏ ଶବ୍ଦରେ ଉତ୍ତର ଲେଖ। |1×5=5: [12, 1110, 247, 1126]
answers-part1: [378, 1152, 733, 1799]
answer-line: ଚିନ୍ତନାଥନ ଫକୀରମୋହନ ସେନାପତି: [378, 1408, 561, 1424]
answer-paragraph: କିମ୍ବା, ଓଡ଼ିଆ ସାହିତ୍ୟ ଏକାଡ଼େମୀ ଦ୍ୱାରା ପୁରସ୍କୃତ ଅନ୍ନଦାତା ପରବର୍ତ୍ତୀ ଲୋକପ୍ରିୟ ମହାକବି ବିଦ୍ରୋହୀ ଦେବୀ ବେଦ କବିଙ୍କ ପାଠକଙ୍କୁ ଉପହାର ଦେଇଛନ୍ତି। ସାମାଜିକ ଜୀବନର ବିଭିନ୍ନ ଦିଗ, ସଂସ୍କୃତି, ଚେତନା, ଜାଗରଣ, ଆଧ୍ୟାତ୍ମିକ ଭାବନା ଓ ପ୍ରକୃତି ପ୍ରେମ ତାଙ୍କ କବିତାରେ ସ୍ୱତନ୍ତ୍ର ସ୍ଥାନ ପାଇଛି।: [745, 649, 1100, 743]
answer-paragraph: ଉକ୍ତ ଗଦ୍ୟାଂଶଟି ପାଠ୍ୟ 'ସଭ୍ୟତା ଓ ବିଜ୍ଞାନ' ପ୍ରବନ୍ଧରୁ ସଂଗୃହୀତ। ଏଠାରେ ଲେଖକ ଆଧୁନିକ ସଭ୍ୟତାର ଆଦର୍ଶ ସମ୍ପର୍କରେ ଆଲୋଚନା କରିଛନ୍ତି।: [1110, 962, 1465, 1018]
column-divider: [739, 236, 740, 2311]
answer-paragraph: ଏଠାରେ ଲେଖକ ସ୍ୱାମୀଜୀଙ୍କ ବାଣୀ ଉଦ୍ଧାର କରି କହିଛନ୍ତି ଯେ ମଣିଷର ସେବା ହିଁ ଭଗବାନଙ୍କ ସେବା। ଦରିଦ୍ର ନାରାୟଣଙ୍କ ସେବାରେ ଜୀବନ ଉତ୍ସର୍ଗ କରିବା ହିଁ ପ୍ରକୃତ ଧର୍ମ।: [1110, 884, 1465, 939]
answer-line: ୧। (କ) ଦୃତଶ୍ଚ (ଖ) 'ଦ' ଆଦ୍ୟବର୍ଣ୍ଣ (ଗ) ଚିତ୍ରାଙ୍ଗଦା (ଘ) ବିଶ୍ୱାସ (ଙ) କଣ୍ଠ ଇମାନରେ: [378, 1153, 733, 1189]
question-line: କିମ୍ବା, "ଦିବ୍ୟ ଦିଶନ୍ତି ତେଣି ବୃନ୍ଦ ପ୍ରତେନ୍ଦ୍ର ବିନାଶନରେ ଛନ୍ଦନ ସେ ଚଉପରିରେ ଦେ।": [12, 2061, 367, 2097]
question-line: (କ) ନରସିଂହ ଦେବ ଚନ୍ଦ୍ରଭାଗାରେ ଏକ ସୂର୍ଯ୍ୟମନ୍ଦିର ପ୍ରତିଷ୍ଠା କରନ୍ତୁ – ଏହା କାହାର ଶେଷଇଚ୍ଛା ଥିଲା ?: [12, 1130, 367, 1165]
question-line: ଆର୍ତ୍ତବଲ୍ଲଭ ମହାନ୍ତି: [12, 953, 130, 969]
column-4: [1110, 236, 1465, 2311]
question-line: (ଖ) 'ରାଘବଙ୍କ ଲଙ୍କା ଯାତ୍ରାରମ୍ଭ' କବିତାଟିର ପ୍ରତୀକ ପଦ କେଉଁ ନିଜନରେ ?: [12, 405, 367, 440]
passage: ପୃଥିବୀରେ ଏପରି କୌଣସି ଜାତି ନାହାନ୍ତି, ଯାହାର କି କୌଣସି ବିଷୟରେ ପରାବଳମ୍ବିତା ନାହିଁ; ଅର୍ଥାତ୍ ପୃଥିବୀର ପ୍ରତ୍ୟେକ ଦେଶକୁ ଭିତରେ କିଛି ନା କିଛି ବିଷୟରେ ପରାବଳମ୍ବୀ ଅର୍ଥାତ୍ ନିମନ୍ତେ ସମର୍ଥନ ସ୍ୱାଧୀନତାର ଚିତ୍ରିତ ପରିଭାଷା ବିଷୟ, ତାହୁ କେବଳ ରାଜନୈତିକ ବ୍ୟବସାୟ। ନିଜର ମହତ୍ତ୍ୱ ଦ୍ୱାରା ସମାଜର କଲ୍ୟାଣ ସାଧନ କରିବାର ଶକ୍ତି ଯେତେବେଳେ ଚରିତ୍ରରେ ଶିକ୍ଷିତ ହୁଏ, ମୁଁ ସମାଜରେ ଗୋଟିଏ ମୂଲ୍ୟବାନ ବ୍ୟକ୍ତି ବୋଲି ବିବେଚିତ ହୁଏ। ମନୁଷ୍ୟର ବ୍ୟକ୍ତିତ୍ୱ ବିକାଶ ପାଇଁ ତା'ର ସ୍ୱାଧୀନ ଚିନ୍ତା, କର୍ମ ଓ ବିଚାରର ସୁଯୋଗ ଆବଶ୍ୟକ। ସମାଜ ଓ ଜାତିର ଉନ୍ନତି ଏହି ବ୍ୟକ୍ତିମାନଙ୍କ ଉପରେ ନିର୍ଭର କରେ। ସ୍ୱାର୍ଥପରତା ଓ ପରାବଲମ୍ବନ ମନୁଷ୍ୟକୁ ଦୁର୍ବଳ କରିଦିଏ। ପ୍ରକୃତ ସ୍ୱାଧୀନତା ଆତ୍ମନିର୍ଭରଶୀଳତାରୁ ଜନ୍ମ ନିଏ। ଯେଉଁ ଜାତି ନିଜ ଶକ୍ତି ଉପରେ ବିଶ୍ୱାସ ରଖେ, ସେହି ଜାତି ପ୍ରଗତି ପଥରେ ଆଗେଇ ଚାଲେ। ଶିକ୍ଷା, ସଂସ୍କୃତି ଓ ଚରିତ୍ର ଏହି ଉନ୍ନତିର ମୂଳଦୁଆ। ପ୍ରତ୍ୟେକ ନାଗରିକ ନିଜ କର୍ତ୍ତବ୍ୟ ପ୍ରତି ସଚେତନ ହେଲେ ହିଁ ଦେଶ ସମୃଦ୍ଧ ହୋଇପାରିବ। ସ୍ୱଦେଶପ୍ରେମ ମନୁଷ୍ୟର ଶ୍ରେଷ୍ଠ ଗୁଣ।: [378, 708, 733, 998]
time-marks: ସମୟ: ୨ଘଣ୍ଟା ୩୦ ମିନିଟ୍ ପୂର୍ଣ୍ଣସଂଖ୍ୟା: ୧୦୦: [12, 238, 254, 253]
answer-text-col4: [1110, 236, 1465, 1255]
answer-paragraph: ଆଧୁନିକ ଯୁଗ ପ୍ରଗତି ସମ୍ପର୍କରେ ଓଡ଼ିଆର ଗଦ୍ୟ ସାହିତ୍ୟ ବିଶେଷ ଉନ୍ନତି ଲାଭ କରିଛି। ଏହି ଭାଷାର ସାହିତ୍ୟ ଓ ସଂସ୍କୃତି ଅତି ସମୃଦ୍ଧ।: [1110, 571, 1465, 606]
question-line: (ଗ) ପ୍ରଦୂଷଣ:: [378, 492, 456, 508]
question-line: (ଙ) 'ଓଡ଼ିଆ ସାହିତ୍ୟ ଭୂତ ପରିଭାଷା' ପ୍ରବନ୍ଧ କିଏ ଚନନା କରିଛିନ୍ତନ ?: [12, 757, 367, 793]
dharitri-logo: ଧରିତ୍ରୀ: [8, 26, 194, 99]
question-line: (ଘ) ଚଳୁଗ ମାନ୍ତ୍ରା – ଏହାକୁ ଭାବ ବାକ୍ୟରେ ରୂପାନ୍ତର କର।: [12, 1404, 313, 1420]
instruction-line: ନିର୍ଦ୍ଦେଶାନୁଯାୟୀ ଉତ୍ତର ଲେଖ।: [111, 257, 268, 273]
question-line: (ଘ) ଜନଗାମାନକାଳ: [12, 1522, 113, 1537]
